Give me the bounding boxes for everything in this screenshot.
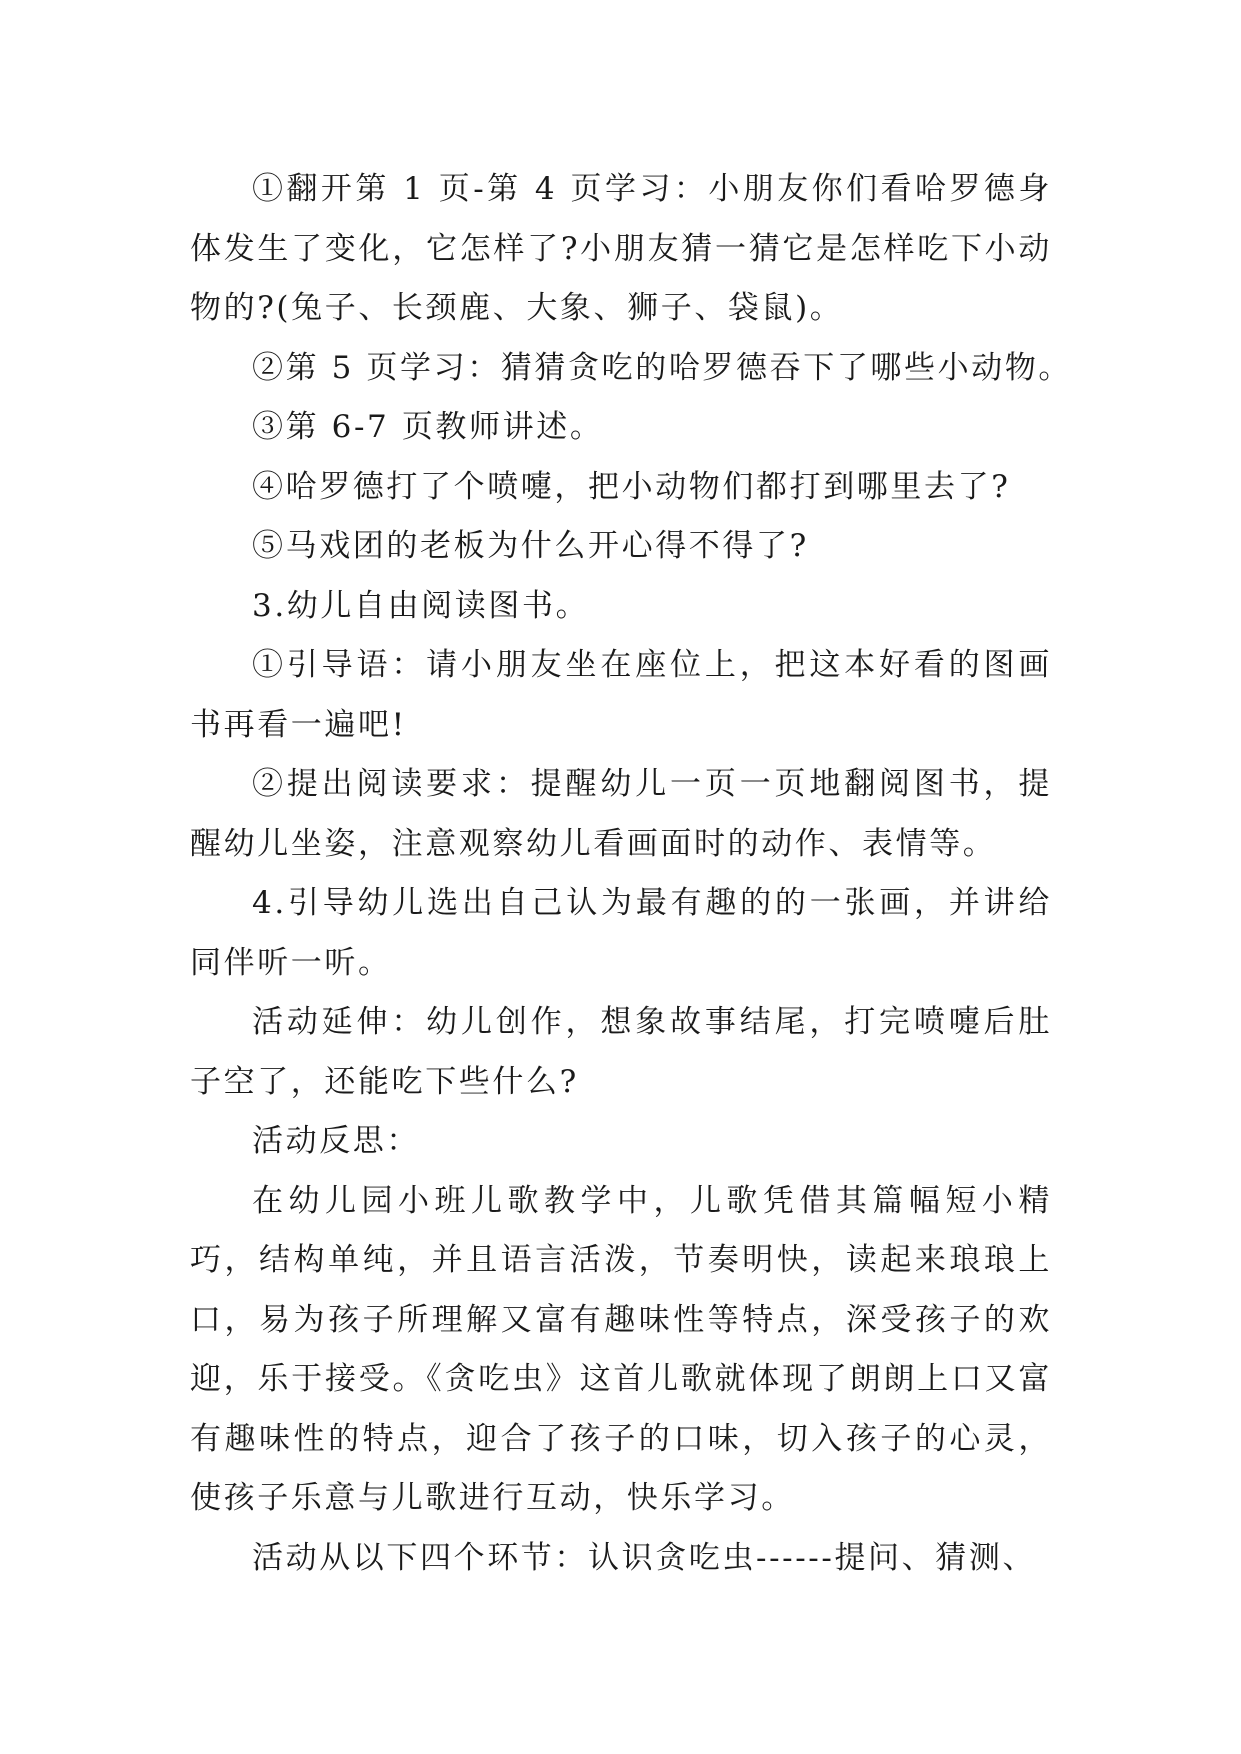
paragraph-step-4: ④哈罗德打了个喷嚏，把小动物们都打到哪里去了? xyxy=(252,468,1011,505)
document-body xyxy=(190,160,1073,1588)
paragraph-step-1: ①翻开第 1 页-第 4 页学习：小朋友你们看哈罗德身体发生了变化，它怎样了?小朋友猜一猜它是怎样吃下小动物的?(兔子、长颈鹿、大象、狮子、袋鼠)。 xyxy=(190,171,1052,326)
paragraph-step-3: ③第 6-7 页教师讲述。 xyxy=(252,409,604,445)
paragraph-step-2: ②第 5 页学习：猜猜贪吃的哈罗德吞下了哪些小动物。 xyxy=(252,349,1073,386)
paragraph-activity-steps: 活动从以下四个环节：认识贪吃虫------提问、猜测、 xyxy=(252,1539,1037,1576)
paragraph-reading-requirements: ②提出阅读要求：提醒幼儿一页一页地翻阅图书，提醒幼儿坐姿，注意观察幼儿看画面时的动作、表情等。 xyxy=(190,766,1052,862)
paragraph-activity-extension: 活动延伸：幼儿创作，想象故事结尾，打完喷嚏后肚子空了，还能吃下些什么? xyxy=(190,1004,1052,1100)
paragraph-reflection-body: 在幼儿园小班儿歌教学中，儿歌凭借其篇幅短小精巧，结构单纯，并且语言活泼，节奏明快，读起来琅琅上口，易为孩子所理解又富有趣味性等特点，深受孩子的欢迎，乐于接受。《贪吃虫》这首儿歌就体现了朗朗上口又富有趣味性的特点，迎合了孩子的口味，切入孩子的心灵，使孩子乐意与儿歌进行互动，快乐学习。 xyxy=(190,1182,1052,1516)
paragraph-section-3: 3.幼儿自由阅读图书。 xyxy=(252,587,590,624)
paragraph-guidance: ①引导语：请小朋友坐在座位上，把这本好看的图画书再看一遍吧! xyxy=(190,647,1052,743)
paragraph-section-4: 4.引导幼儿选出自己认为最有趣的的一张画，并讲给同伴听一听。 xyxy=(190,885,1052,981)
paragraph-reflection-heading: 活动反思： xyxy=(252,1123,420,1159)
paragraph-step-5: ⑤马戏团的老板为什么开心得不得了? xyxy=(252,528,809,564)
